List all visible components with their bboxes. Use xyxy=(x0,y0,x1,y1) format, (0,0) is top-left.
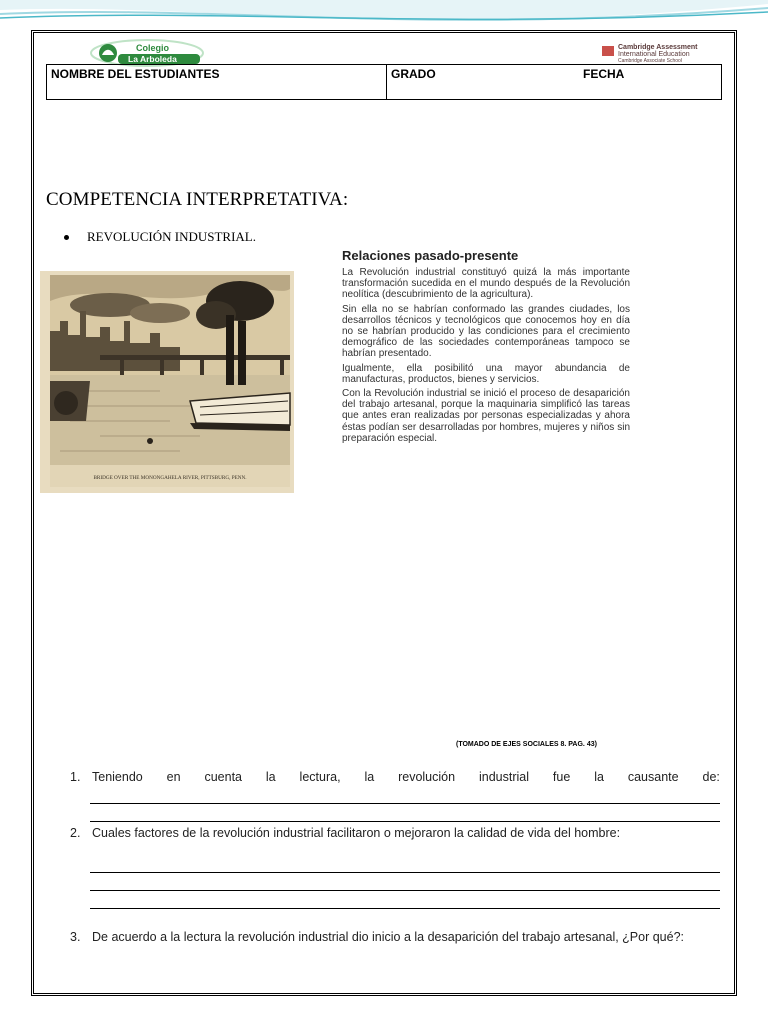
cambridge-logo xyxy=(602,44,712,66)
topic-bullet xyxy=(64,229,256,245)
answer-line[interactable] xyxy=(90,803,720,804)
reading-paragraph: Sin ella no se habrían conformado las grandes ciudades, los desarrollos técnicos y tecnológicos que conocemos hoy en día no se habrían producido y las condiciones para el crecimiento demográfico de las sociedades contemporáneas tampoco se habrían presentado. xyxy=(342,303,630,360)
reading-paragraph: Con la Revolución industrial se inició el proceso de desaparición del trabajo artesanal, porque la maquinaria simplificó las tareas que antes eran realizadas por personas especializadas y ahora éstas podían ser desarrolladas por hombres, mujeres y niños sin preparación especial. xyxy=(342,388,630,444)
answer-line[interactable] xyxy=(90,821,720,822)
reading-title: Relaciones pasado-presente xyxy=(342,248,519,263)
school-logo-line1: Colegio xyxy=(136,43,169,53)
industrial-engraving-image xyxy=(40,271,294,493)
question-3-text: De acuerdo a la lectura la revolución industrial dio inicio a la desaparición del trabajo artesanal, ¿Por qué?: xyxy=(92,930,685,944)
question-2 xyxy=(70,825,722,845)
school-logo-line2: La Arboleda xyxy=(128,54,177,64)
student-info-table xyxy=(46,64,722,100)
topic-bullet-text: REVOLUCIÓN INDUSTRIAL. xyxy=(87,229,256,244)
date-label: FECHA xyxy=(583,67,625,81)
image-caption: BRIDGE OVER THE MONONGAHELA RIVER, PITTSBURG, PENN. xyxy=(93,475,247,481)
student-name-cell[interactable] xyxy=(47,65,387,100)
answer-line[interactable] xyxy=(90,890,720,891)
question-1 xyxy=(70,769,722,789)
answer-line[interactable] xyxy=(90,872,720,873)
question-2-number: 2. xyxy=(70,826,81,840)
bullet-icon xyxy=(64,235,69,240)
cambridge-shield-icon xyxy=(602,46,614,56)
question-3 xyxy=(70,929,722,965)
reading-paragraph: La Revolución industrial constituyó quizá la más importante transformación sucedida en el mundo después de la Revolución neolítica (descubrimiento de la agricultura). xyxy=(342,267,630,301)
reading-passage xyxy=(342,248,630,447)
student-name-label: NOMBRE DEL ESTUDIANTES xyxy=(51,67,220,81)
grade-date-cell[interactable] xyxy=(387,65,722,100)
page-frame xyxy=(31,30,737,996)
cambridge-logo-line2: International Education xyxy=(618,51,690,58)
answer-line[interactable] xyxy=(90,908,720,909)
cambridge-logo-line1: Cambridge Assessment xyxy=(618,44,698,51)
grade-label: GRADO xyxy=(391,67,436,81)
question-3-number: 3. xyxy=(70,930,81,944)
question-1-text: Teniendo en cuenta la lectura, la revolución industrial fue la causante de: xyxy=(92,770,720,784)
question-2-text: Cuales factores de la revolución industrial facilitaron o mejoraron la calidad de vida del hombre: xyxy=(92,826,621,840)
section-title: COMPETENCIA INTERPRETATIVA: xyxy=(46,189,349,210)
source-note: (TOMADO DE EJES SOCIALES 8. PAG. 43) xyxy=(456,741,597,748)
question-1-number: 1. xyxy=(70,770,81,784)
cambridge-logo-line3: Cambridge Associate School xyxy=(618,58,682,64)
reading-paragraph: Igualmente, ella posibilitó una mayor abundancia de manufacturas, productos, bienes y servicios. xyxy=(342,362,630,385)
